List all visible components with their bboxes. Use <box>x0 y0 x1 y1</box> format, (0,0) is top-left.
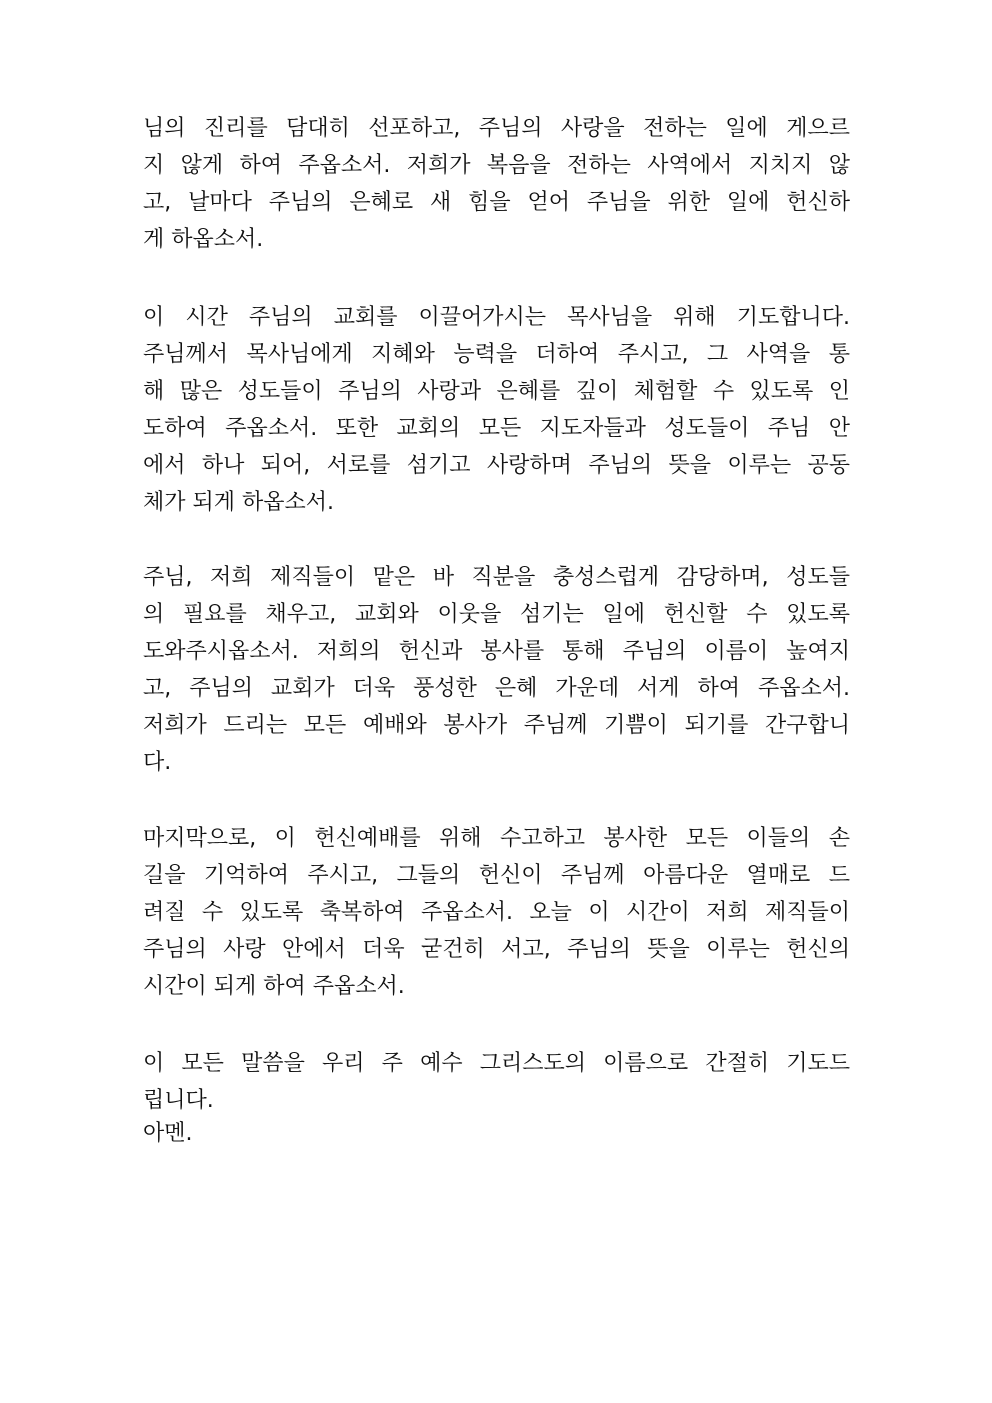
paragraph-3 <box>143 559 850 781</box>
text-line: 주님, 저희 제직들이 맡은 바 직분을 충성스럽게 감당하며, 성도들 <box>143 565 850 590</box>
closing-amen: 아멘. <box>143 1121 193 1146</box>
text-line: 의 필요를 채우고, 교회와 이웃을 섬기는 일에 헌신할 수 있도록 <box>143 602 850 627</box>
text-line: 에서 하나 되어, 서로를 섬기고 사랑하며 주님의 뜻을 이루는 공동 <box>143 453 850 478</box>
text-line: 립니다. <box>143 1088 214 1113</box>
text-line: 도하여 주옵소서. 또한 교회의 모든 지도자들과 성도들이 주님 안 <box>143 416 850 441</box>
text-line: 체가 되게 하옵소서. <box>143 490 334 515</box>
text-line: 다. <box>143 750 172 775</box>
text-line: 시간이 되게 하여 주옵소서. <box>143 974 405 999</box>
text-line: 주님께서 목사님에게 지혜와 능력을 더하여 주시고, 그 사역을 통 <box>143 342 850 367</box>
text-line: 이 모든 말씀을 우리 주 예수 그리스도의 이름으로 간절히 기도드 <box>143 1051 850 1076</box>
text-line: 도와주시옵소서. 저희의 헌신과 봉사를 통해 주님의 이름이 높여지 <box>143 639 850 664</box>
text-line: 고, 주님의 교회가 더욱 풍성한 은혜 가운데 서게 하여 주옵소서. <box>143 676 850 701</box>
text-line: 려질 수 있도록 축복하여 주옵소서. 오늘 이 시간이 저희 제직들이 <box>143 900 850 925</box>
text-line: 게 하옵소서. <box>143 227 264 252</box>
paragraph-1 <box>143 110 850 258</box>
paragraph-4 <box>143 820 850 1005</box>
text-line: 고, 날마다 주님의 은혜로 새 힘을 얻어 주님을 위한 일에 헌신하 <box>143 190 850 215</box>
text-line: 해 많은 성도들이 주님의 사랑과 은혜를 깊이 체험할 수 있도록 인 <box>143 379 850 404</box>
text-line: 주님의 사랑 안에서 더욱 굳건히 서고, 주님의 뜻을 이루는 헌신의 <box>143 937 850 962</box>
text-line: 마지막으로, 이 헌신예배를 위해 수고하고 봉사한 모든 이들의 손 <box>143 826 850 851</box>
text-line: 님의 진리를 담대히 선포하고, 주님의 사랑을 전하는 일에 게으르 <box>143 116 850 141</box>
paragraph-2 <box>143 299 850 521</box>
text-line: 지 않게 하여 주옵소서. 저희가 복음을 전하는 사역에서 지치지 않 <box>143 153 850 178</box>
text-line: 저희가 드리는 모든 예배와 봉사가 주님께 기쁨이 되기를 간구합니 <box>143 713 850 738</box>
text-line: 이 시간 주님의 교회를 이끌어가시는 목사님을 위해 기도합니다. <box>143 305 850 330</box>
paragraph-5 <box>143 1045 850 1149</box>
text-line: 길을 기억하여 주시고, 그들의 헌신이 주님께 아름다운 열매로 드 <box>143 863 850 888</box>
